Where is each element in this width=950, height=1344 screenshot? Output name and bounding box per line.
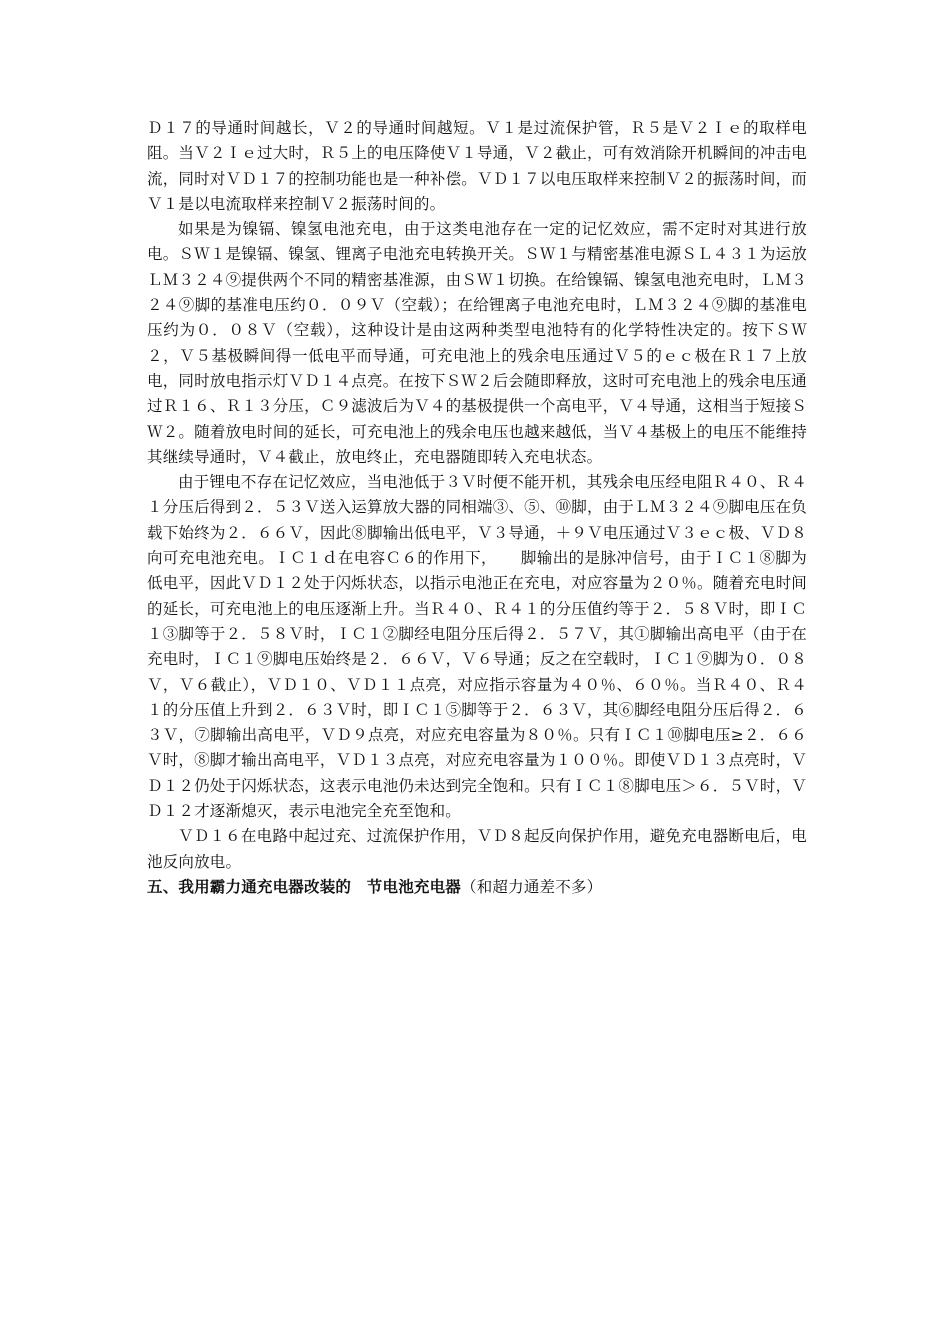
- section-heading: [147, 875, 807, 900]
- section-heading-note: （和超力通差不多）: [461, 877, 603, 896]
- document-page: [147, 116, 807, 900]
- section-heading-title: 五、我用霸力通充电器改装的 节电池充电器: [147, 877, 462, 896]
- paragraph-3: 由于锂电不存在记忆效应，当电池低于３Ｖ时便不能开机，其残余电压经电阻Ｒ４０、Ｒ４１分压后得到２．５３Ｖ送入运算放大器的同相端③、⑤、⑩脚，由于ＬＭ３２４⑨脚电压在负载下始终为２．６６Ｖ，因此⑧脚输出低电平，Ｖ３导通，＋９Ｖ电压通过Ｖ３ｅｃ极、ＶＤ８向可充电池充电。ＩＣ１ｄ在电容Ｃ６的作用下， 脚输出的是脉冲信号，由于ＩＣ１⑧脚为低电平，因此ＶＤ１２处于闪烁状态，以指示电池正在充电，对应容量为２０％。随着充电时间的延长，可充电池上的电压逐渐上升。当Ｒ４０、Ｒ４１的分压值约等于２．５８Ｖ时，即ＩＣ１③脚等于２．５８Ｖ时，ＩＣ１②脚经电阻分压后得２．５７Ｖ，其①脚输出高电平（由于在充电时，ＩＣ１⑨脚电压始终是２．６６Ｖ，Ｖ６导通；反之在空载时，ＩＣ１⑨脚为０．０８Ｖ，Ｖ６截止），ＶＤ１０、ＶＤ１１点亮，对应指示容量为４０％、６０％。当Ｒ４０、Ｒ４１的分压值上升到２．６３Ｖ时，即ＩＣ１⑤脚等于２．６３Ｖ，其⑥脚经电阻分压后得２．６３Ｖ，⑦脚输出高电平，ＶＤ９点亮，对应充电容量为８０％。只有ＩＣ１⑩脚电压≥２．６６Ｖ时，⑧脚才输出高电平，ＶＤ１３点亮，对应充电容量为１００％。即使ＶＤ１３点亮时，ＶＤ１２仍处于闪烁状态，这表示电池仍未达到完全饱和。只有ＩＣ１⑧脚电压＞６．５Ｖ时，ＶＤ１２才逐渐熄灭，表示电池完全充至饱和。: [147, 473, 807, 821]
- paragraph-1: Ｄ１７的导通时间越长，Ｖ２的导通时间越短。Ｖ１是过流保护管，Ｒ５是Ｖ２Ｉｅ的取样电阻。当Ｖ２Ｉｅ过大时，Ｒ５上的电压降使Ｖ１导通，Ｖ２截止，可有效消除开机瞬间的冲击电流，同时对ＶＤ１７的控制功能也是一种补偿。ＶＤ１７以电压取样来控制Ｖ２的振荡时间，而Ｖ１是以电流取样来控制Ｖ２振荡时间的。: [147, 119, 807, 213]
- paragraph-2: 如果是为镍镉、镍氢电池充电，由于这类电池存在一定的记忆效应，需不定时对其进行放电。ＳＷ１是镍镉、镍氢、锂离子电池充电转换开关。ＳＷ１与精密基准电源ＳＬ４３１为运放ＬＭ３２４⑨提供两个不同的精密基准源，由ＳＷ１切换。在给镍镉、镍氢电池充电时，ＬＭ３２４⑨脚的基准电压约０．０９Ｖ（空载）；在给锂离子电池充电时，ＬＭ３２４⑨脚的基准电压约为０．０８Ｖ（空载），这种设计是由这两种类型电池特有的化学特性决定的。按下ＳＷ２，Ｖ５基极瞬间得一低电平而导通，可充电池上的残余电压通过Ｖ５的ｅｃ极在Ｒ１７上放电，同时放电指示灯ＶＤ１４点亮。在按下ＳＷ２后会随即释放，这时可充电池上的残余电压通过Ｒ１６、Ｒ１３分压，Ｃ９滤波后为Ｖ４的基极提供一个高电平，Ｖ４导通，这相当于短接ＳＷ２。随着放电时间的延长，可充电池上的残余电压也越来越低，当Ｖ４基极上的电压不能维持其继续导通时，Ｖ４截止，放电终止，充电器随即转入充电状态。: [147, 220, 807, 466]
- paragraph-4: ＶＤ１６在电路中起过充、过流保护作用，ＶＤ８起反向保护作用，避免充电器断电后，电池反向放电。: [147, 827, 807, 871]
